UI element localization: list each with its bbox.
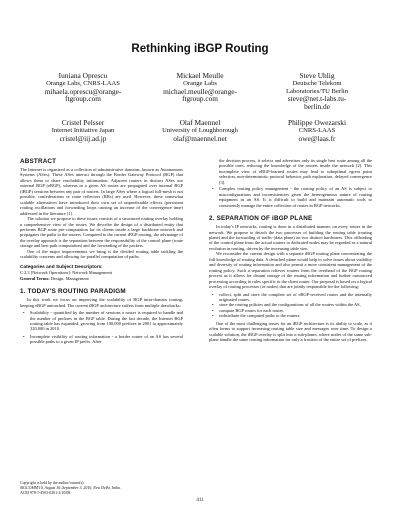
author-name: Olaf Maennel — [179, 118, 221, 127]
paper-title: Rethinking iBGP Routing — [131, 43, 269, 55]
copyright-line: Copyright is held by the author/owner(s). — [20, 481, 85, 485]
author-email-line: berlin.de — [304, 101, 330, 111]
author-email-line: olaf@maennel.net — [173, 133, 227, 143]
list-item — [212, 291, 372, 303]
list-item — [219, 158, 372, 185]
section-1-bullet-list — [20, 310, 183, 345]
author-block-5 — [141, 119, 259, 142]
bullet-icon: • — [212, 291, 214, 297]
list-item-text: compute BGP routes for each router, — [219, 307, 284, 313]
author-block-2 — [141, 72, 259, 103]
author-email-line: owe@laas.fr — [298, 133, 336, 143]
left-column — [20, 158, 183, 345]
author-affiliation: Internet Initiative Japan — [51, 127, 115, 135]
general-terms — [20, 276, 183, 281]
bullet-icon: • — [212, 313, 214, 319]
list-item-text: collect, split and store the complete set of eBGP-received routes and the internally originated routes, — [219, 291, 372, 302]
bullet-icon: • — [23, 310, 25, 316]
list-item-text: store the routing policies and the configurations of all the routers within the AS, — [219, 302, 361, 308]
bullet-icon: • — [212, 302, 214, 308]
author-name: Steve Uhlig — [299, 71, 335, 80]
author-block-1 — [24, 72, 142, 103]
author-email-line: michael.meulle@orange- — [163, 86, 237, 96]
list-item-text: Complex routing policy management - the routing policy of an AS is subject to misconfigurations and inconsistencies given the heterogeneous nature of routing equipment in an AS. It is difficult to build and maintain automatic tools to consistently manage the entire collection of routes in BGP networks. — [219, 186, 372, 208]
categories-heading: Categories and Subject Descriptors: — [20, 264, 103, 270]
author-affiliation: University of Loughborough — [162, 127, 238, 135]
list-item-text: Incomplete visibility of routing information - a border router of an AS has several possible paths to a given IP prefix. After — [30, 333, 183, 345]
conference-line: SIGCOMM'10, August 30–September 3, 2010, New Delhi, India. — [20, 485, 121, 490]
author-block-3 — [258, 72, 376, 111]
author-email-line: mihaela.oprescu@orange- — [44, 86, 122, 96]
author-affiliation: CNRS-LAAS — [298, 127, 336, 135]
bullet-icon: • — [212, 186, 214, 192]
abstract-paragraph: The solution we propose to these issues consists of a structured routing overlay holding a comprehensive view of the routes. We describe the design of a distributed entity that performs BGP route pre-computation for its clients inside a large backbone network and propagates the paths to the routers. Compared to the current iBGP routing, the advantage of the overlay approach is the separation between the responsibility of the control plane (route storage and best path computation) and the forwarding of the packets. — [20, 216, 183, 249]
continued-bullet-list — [209, 158, 372, 208]
section-1-heading: 1. TODAY'S ROUTING PARADIGM — [20, 288, 126, 296]
abstract-paragraph: One of the major improvements we bring is the divided routing table tackling the scalability concerns and allowing for parallel computation of paths. — [20, 248, 183, 260]
section-2-paragraph: One of the most challenging issues for an iBGP architecture is its ability to scale, as it often forms to support increasing routing table size and messages over time. To design a scalable solution, the iBGP overlay is split into n sub-planes, where nodes of the same sub-plane handle the same routing information for only a fraction of the entire set of prefixes. — [209, 320, 372, 343]
bullet-icon: • — [212, 307, 214, 313]
list-item-text: Scalability - quantified by the number of sessions a router is required to handle and the number of prefixes in the BGP table. During the last decade, the Internet BGP routing table has expanded, growing from 100,000 prefixes in 2001 to approximately 320,000 in 2010. — [30, 310, 183, 332]
author-name: Cristel Pelsser — [61, 118, 105, 127]
author-email-line: steve@net.t-labs.tu- — [287, 94, 347, 104]
right-column — [209, 158, 372, 343]
categories-text: C.2.3 [Network Operations]: Network Management — [20, 270, 112, 276]
list-item — [23, 310, 183, 332]
section-2-paragraph: In today's IP networks, routing is done in a distributed manner, on every router in the network. We propose to detach the two processes of building the routing table (routing plane) and the forwarding of traffic (data plane) on two distinct hardwares. This offloading of the control plane from the actual routers to dedicated nodes may be regarded as a natural evolution in routing, driven by the increasing table size. — [209, 224, 372, 251]
list-item — [23, 333, 183, 345]
author-email-line: ftgroup.com — [65, 94, 101, 104]
author-block-4 — [24, 119, 142, 142]
isbn-line: ACM 978-1-4503-0201-2/10/08. — [20, 490, 72, 495]
author-name: Mickael Meulle — [176, 71, 224, 80]
author-email-line: cristel@iij.ad.jp — [59, 133, 107, 143]
copyright-notice — [20, 481, 183, 496]
list-item — [212, 313, 372, 319]
abstract-paragraph: The Internet is organized as a collection of administrative domains, known as Autonomous Systems (ASes). These ASes interact through the Border Gateway Protocol (BGP) that allows them to share reachability information. Adjacent routers in distinct ASes use external BGP (eBGP), whereas in a given AS routes are propagated over internal BGP (iBGP) sessions between any pair of routers. In large ASes where a logical full-mesh is not possible, confederations or route reflectors (RRs) are used. However, these somewhat scalable alternatives have introduced their own set of unpredictable effects (persistent routing oscillations and forwarding loops causing an increase of the convergence time) addressed in the literature [1]. — [20, 167, 183, 216]
general-terms-label: General Terms: — [20, 275, 50, 281]
page-number: 411 — [196, 498, 204, 503]
general-terms-text: Design, Management — [50, 275, 89, 281]
section-2-bullet-list — [209, 292, 372, 319]
list-item-text: redistribute the computed paths to the routers. — [219, 313, 301, 319]
author-affiliation: Orange Labs — [183, 80, 217, 88]
abstract-heading: ABSTRACT — [20, 158, 57, 165]
section-1-intro: In this work we focus on improving the scalability of BGP intra-domain routing, keeping eBGP untouched. The current iBGP architecture suffers from multiple drawbacks: — [20, 297, 183, 308]
section-2-heading: 2. SEPARATION OF iBGP PLANE — [209, 215, 313, 223]
bullet-icon: • — [23, 333, 25, 339]
author-name: Philippe Owezarski — [287, 118, 347, 127]
author-block-6 — [258, 119, 376, 142]
author-email-line: ftgroup.com — [182, 94, 218, 104]
list-item-text: the decision process, it selects and advertises only its single best route among all the possible ones, reducing the knowledge of the routers inside the network [2]. This incomplete view of eBGP-learned routes may lead to suboptimal egress point selection, non-deterministic protocol behavior, path exploration, delayed convergence [3]. — [219, 158, 372, 185]
section-2-paragraph: We reconsider the current design with a separate iBGP routing plane concentrating the full knowledge of routing data. A detached plane would help to solve issues about visibility and diversity of routing information and also permit a more consistent management of the routing policy. Such a separation relieves routers from the overhead of the BGP routing process as it allows for distant storage of the routing information and further outsourced processing according to rules specific to the client router. Our proposal is based on a logical overlay of routing processes (or nodes) that are jointly responsible for the following: — [209, 251, 372, 290]
author-affiliation: Orange Labs, CNRS-LAAS — [46, 80, 120, 88]
author-affiliation: Deutsche Telekom Laboratories/TU Berlin — [285, 80, 349, 95]
author-name: Iuniana Oprescu — [58, 71, 108, 80]
list-item — [212, 186, 372, 208]
